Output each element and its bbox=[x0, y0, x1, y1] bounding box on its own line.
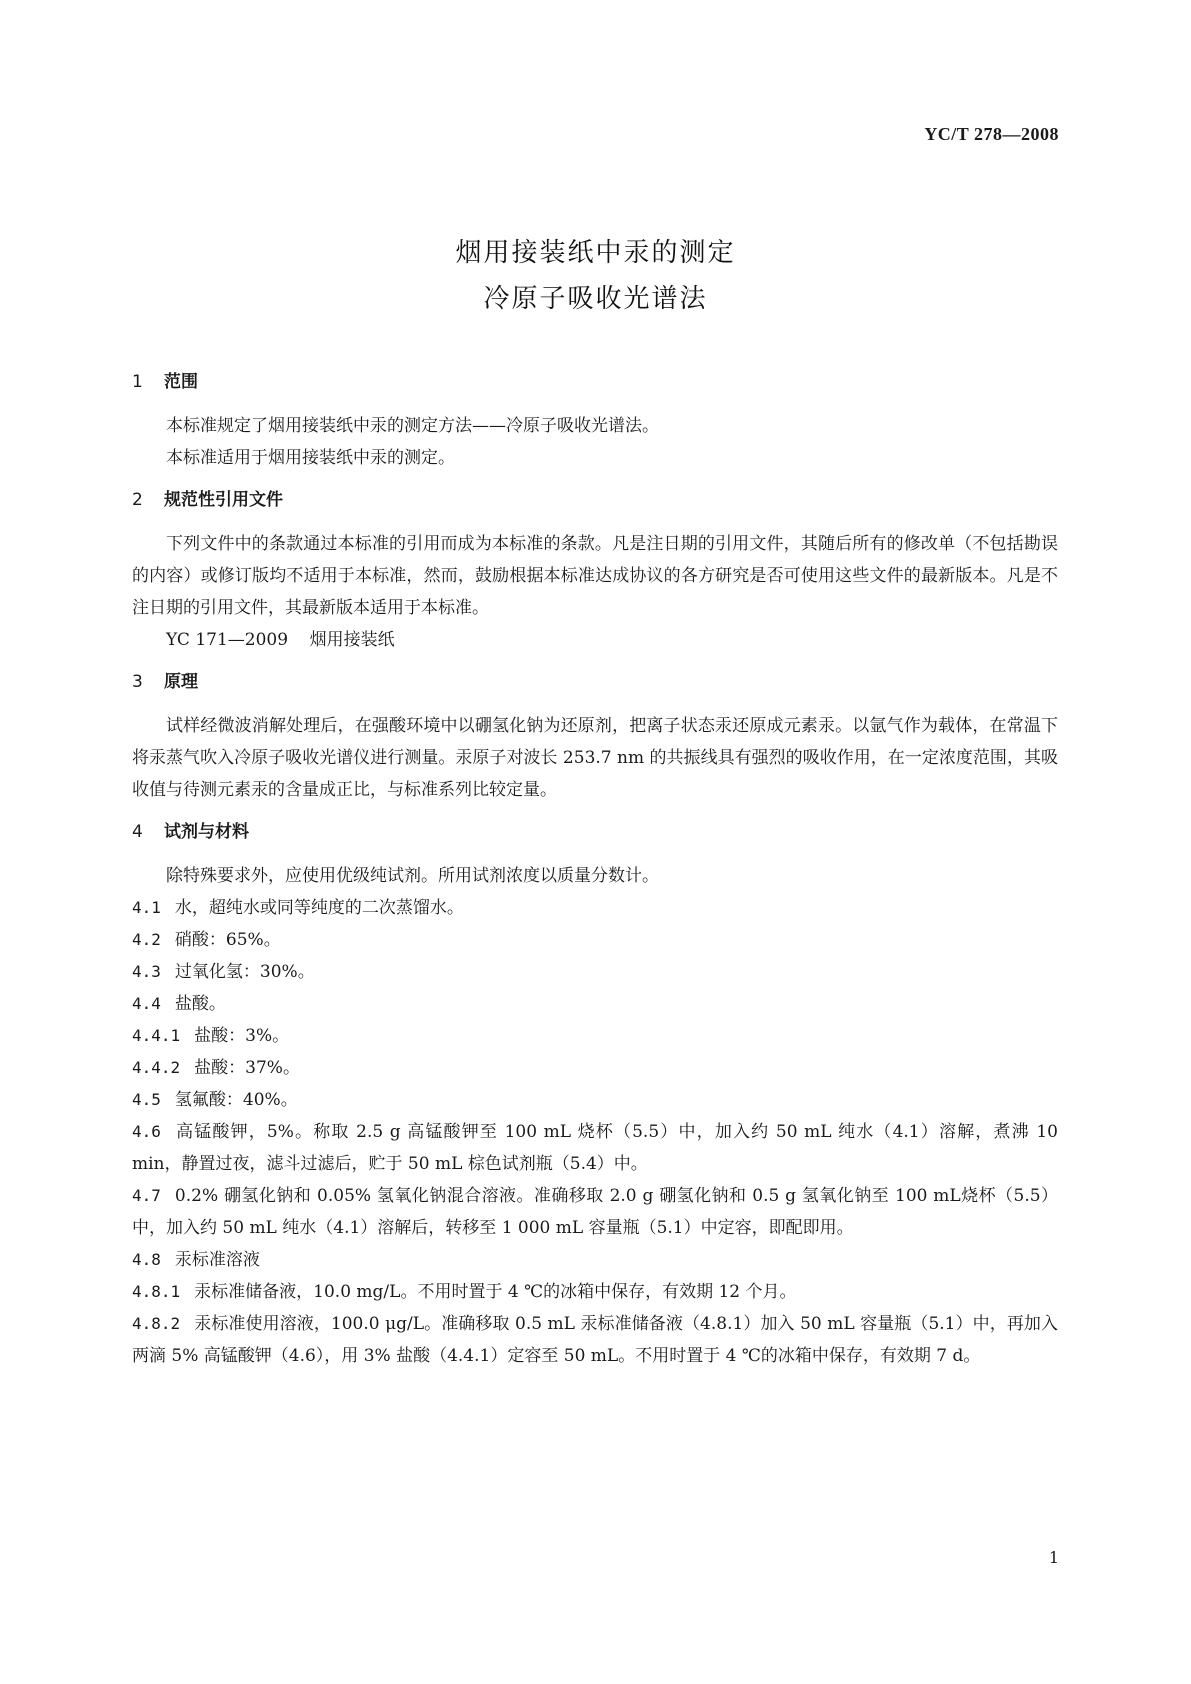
paragraph: 本标准规定了烟用接装纸中汞的测定方法——冷原子吸收光谱法。 bbox=[166, 416, 659, 436]
clause-item bbox=[132, 1244, 1058, 1276]
clause-number: 4.4.2 bbox=[132, 1058, 181, 1077]
clause-text: 汞标准溶液 bbox=[174, 1250, 260, 1270]
section-heading bbox=[132, 820, 1058, 844]
section-title: 范围 bbox=[164, 372, 198, 392]
paragraph: 除特殊要求外，应使用优级纯试剂。所用试剂浓度以质量分数计。 bbox=[166, 866, 659, 886]
clause-number: 4.3 bbox=[132, 962, 161, 981]
clause-number: 4.4 bbox=[132, 994, 161, 1013]
section-title: 原理 bbox=[164, 672, 198, 692]
clause-item bbox=[132, 956, 1058, 988]
section-heading bbox=[132, 370, 1058, 394]
clause-item bbox=[132, 1276, 1058, 1308]
section-number: 4 bbox=[132, 822, 143, 842]
clause-text: 汞标准储备液，10.0 mg/L。不用时置于 4 ℃的冰箱中保存，有效期 12 个月。 bbox=[194, 1282, 797, 1302]
paragraph: 本标准适用于烟用接装纸中汞的测定。 bbox=[166, 448, 455, 468]
clause-number: 4.8 bbox=[132, 1250, 161, 1269]
clause-item bbox=[132, 988, 1058, 1020]
section-number: 3 bbox=[132, 672, 143, 692]
clause-text: 0.2% 硼氢化钠和 0.05% 氢氧化钠混合溶液。准确移取 2.0 g 硼氢化钠和 0.5 g 氢氧化钠至 100 mL烧杯（5.5）中，加入约 50 mL 纯水（4.1）溶解后，转移至 1 000 mL 容量瓶（5.1）中定容，即配即用。 bbox=[132, 1186, 1058, 1238]
clause-number: 4.8.1 bbox=[132, 1282, 181, 1301]
clause-item bbox=[132, 1116, 1058, 1180]
clause-item bbox=[132, 924, 1058, 956]
paragraph: 下列文件中的条款通过本标准的引用而成为本标准的条款。凡是注日期的引用文件，其随后所有的修改单（不包括勘误的内容）或修订版均不适用于本标准，然而，鼓励根据本标准达成协议的各方研究是否可使用这些文件的最新版本。凡是不注日期的引用文件，其最新版本适用于本标准。 bbox=[132, 534, 1058, 618]
normative-reference: YC 171—2009 烟用接装纸 bbox=[166, 630, 395, 650]
clause-item bbox=[132, 892, 1058, 924]
clause-text: 盐酸：37%。 bbox=[194, 1058, 300, 1078]
section-number: 2 bbox=[132, 490, 143, 510]
section-title: 规范性引用文件 bbox=[164, 490, 283, 510]
clause-text: 高锰酸钾，5%。称取 2.5 g 高锰酸钾至 100 mL 烧杯（5.5）中，加入约 50 mL 纯水（4.1）溶解，煮沸 10 min，静置过夜，滤斗过滤后，贮于 50 mL 棕色试剂瓶（5.4）中。 bbox=[132, 1122, 1058, 1174]
document-id: YC/T 278—2008 bbox=[924, 124, 1059, 144]
clause-number: 4.2 bbox=[132, 930, 161, 949]
document-subtitle: 冷原子吸收光谱法 bbox=[483, 284, 708, 314]
clause-item bbox=[132, 1052, 1058, 1084]
clause-text: 盐酸。 bbox=[174, 994, 226, 1014]
clause-number: 4.4.1 bbox=[132, 1026, 181, 1045]
clause-text: 汞标准使用溶液，100.0 μg/L。准确移取 0.5 mL 汞标准储备液（4.8.1）加入 50 mL 容量瓶（5.1）中，再加入两滴 5% 高锰酸钾（4.6），用 3% 盐酸（4.4.1）定容至 50 mL。不用时置于 4 ℃的冰箱中保存，有效期 7 d。 bbox=[132, 1314, 1058, 1366]
section-number: 1 bbox=[132, 372, 143, 392]
document-body bbox=[132, 370, 1058, 1372]
clause-number: 4.8.2 bbox=[132, 1314, 181, 1333]
clause-text: 盐酸：3%。 bbox=[194, 1026, 290, 1046]
clause-item bbox=[132, 1020, 1058, 1052]
page-number: 1 bbox=[1048, 1548, 1059, 1567]
clause-text: 氢氟酸：40%。 bbox=[174, 1090, 298, 1110]
clause-number: 4.1 bbox=[132, 898, 161, 917]
clause-number: 4.5 bbox=[132, 1090, 161, 1109]
paragraph: 试样经微波消解处理后，在强酸环境中以硼氢化钠为还原剂，把离子状态汞还原成元素汞。以氩气作为载体，在常温下将汞蒸气吹入冷原子吸收光谱仪进行测量。汞原子对波长 253.7 nm 的共振线具有强烈的吸收作用，在一定浓度范围，其吸收值与待测元素汞的含量成正比，与标准系列比较定量。 bbox=[132, 716, 1058, 800]
clause-text: 过氧化氢：30%。 bbox=[174, 962, 315, 982]
document-title: 烟用接装纸中汞的测定 bbox=[455, 238, 736, 268]
clause-number: 4.6 bbox=[132, 1122, 161, 1141]
clause-number: 4.7 bbox=[132, 1186, 161, 1205]
section-heading bbox=[132, 670, 1058, 694]
clause-item bbox=[132, 1180, 1058, 1244]
clause-item bbox=[132, 1084, 1058, 1116]
clause-text: 硝酸：65%。 bbox=[174, 930, 281, 950]
section-title: 试剂与材料 bbox=[164, 822, 249, 842]
clause-item bbox=[132, 1308, 1058, 1372]
section-heading bbox=[132, 488, 1058, 512]
clause-text: 水，超纯水或同等纯度的二次蒸馏水。 bbox=[174, 898, 464, 918]
